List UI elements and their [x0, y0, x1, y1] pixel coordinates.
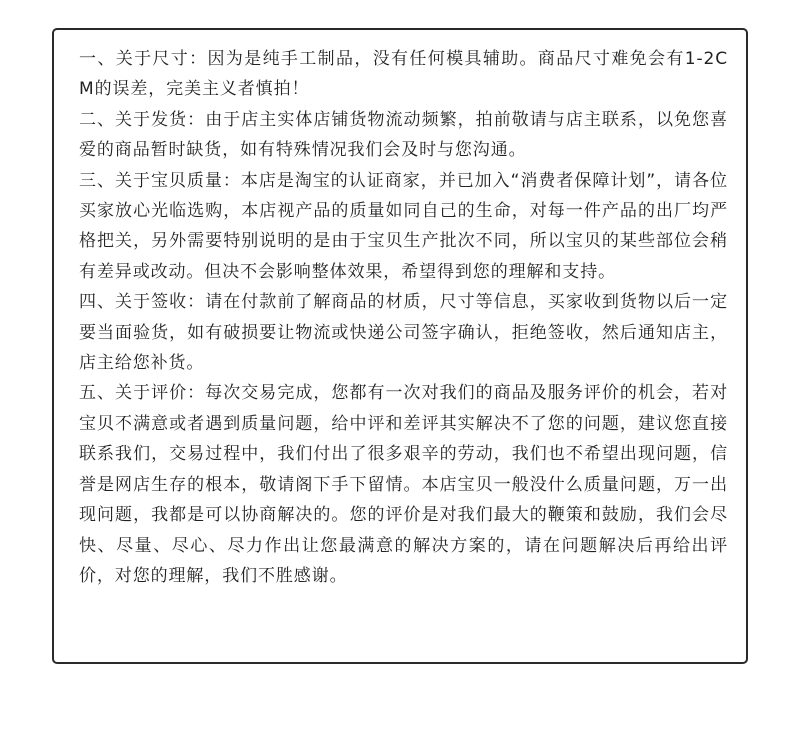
store-policy-notice — [52, 28, 748, 664]
policy-quality-section: 三、关于宝贝质量：本店是淘宝的认证商家，并已加入“消费者保障计划”，请各位买家放心光临选购，本店视产品的质量如同自己的生命，对每一件产品的出厂均严格把关，另外需要特别说明的是由于宝贝生产批次不同，所以宝贝的某些部位会稍有差异或改动。但决不会影响整体效果，希望得到您的理解和支持。 — [79, 170, 728, 282]
policy-size-section: 一、关于尺寸：因为是纯手工制品，没有任何模具辅助。商品尺寸难免会有1-2CM的误差，完美主义者慎拍！ — [79, 49, 728, 100]
policy-receipt-section: 四、关于签收：请在付款前了解商品的材质，尺寸等信息，买家收到货物以后一定要当面验货，如有破损要让物流或快递公司签字确认，拒绝签收，然后通知店主，店主给您补货。 — [79, 292, 728, 374]
policy-shipping-section: 二、关于发货：由于店主实体店铺货物流动频繁，拍前敬请与店主联系，以免您喜爱的商品暂时缺货，如有特殊情况我们会及时与您沟通。 — [79, 109, 728, 161]
policy-review-section: 五、关于评价：每次交易完成，您都有一次对我们的商品及服务评价的机会，若对宝贝不满意或者遇到质量问题，给中评和差评其实解决不了您的问题，建议您直接联系我们，交易过程中，我们付出了很多艰辛的劳动，我们也不希望出现问题，信誉是网店生存的根本，敬请阁下手下留情。本店宝贝一般没什么质量问题，万一出现问题，我都是可以协商解决的。您的评价是对我们最大的鞭策和鼓励，我们会尽快、尽量、尽心、尽力作出让您最满意的解决方案的，请在问题解决后再给出评价，对您的理解，我们不胜感谢。 — [79, 383, 728, 586]
